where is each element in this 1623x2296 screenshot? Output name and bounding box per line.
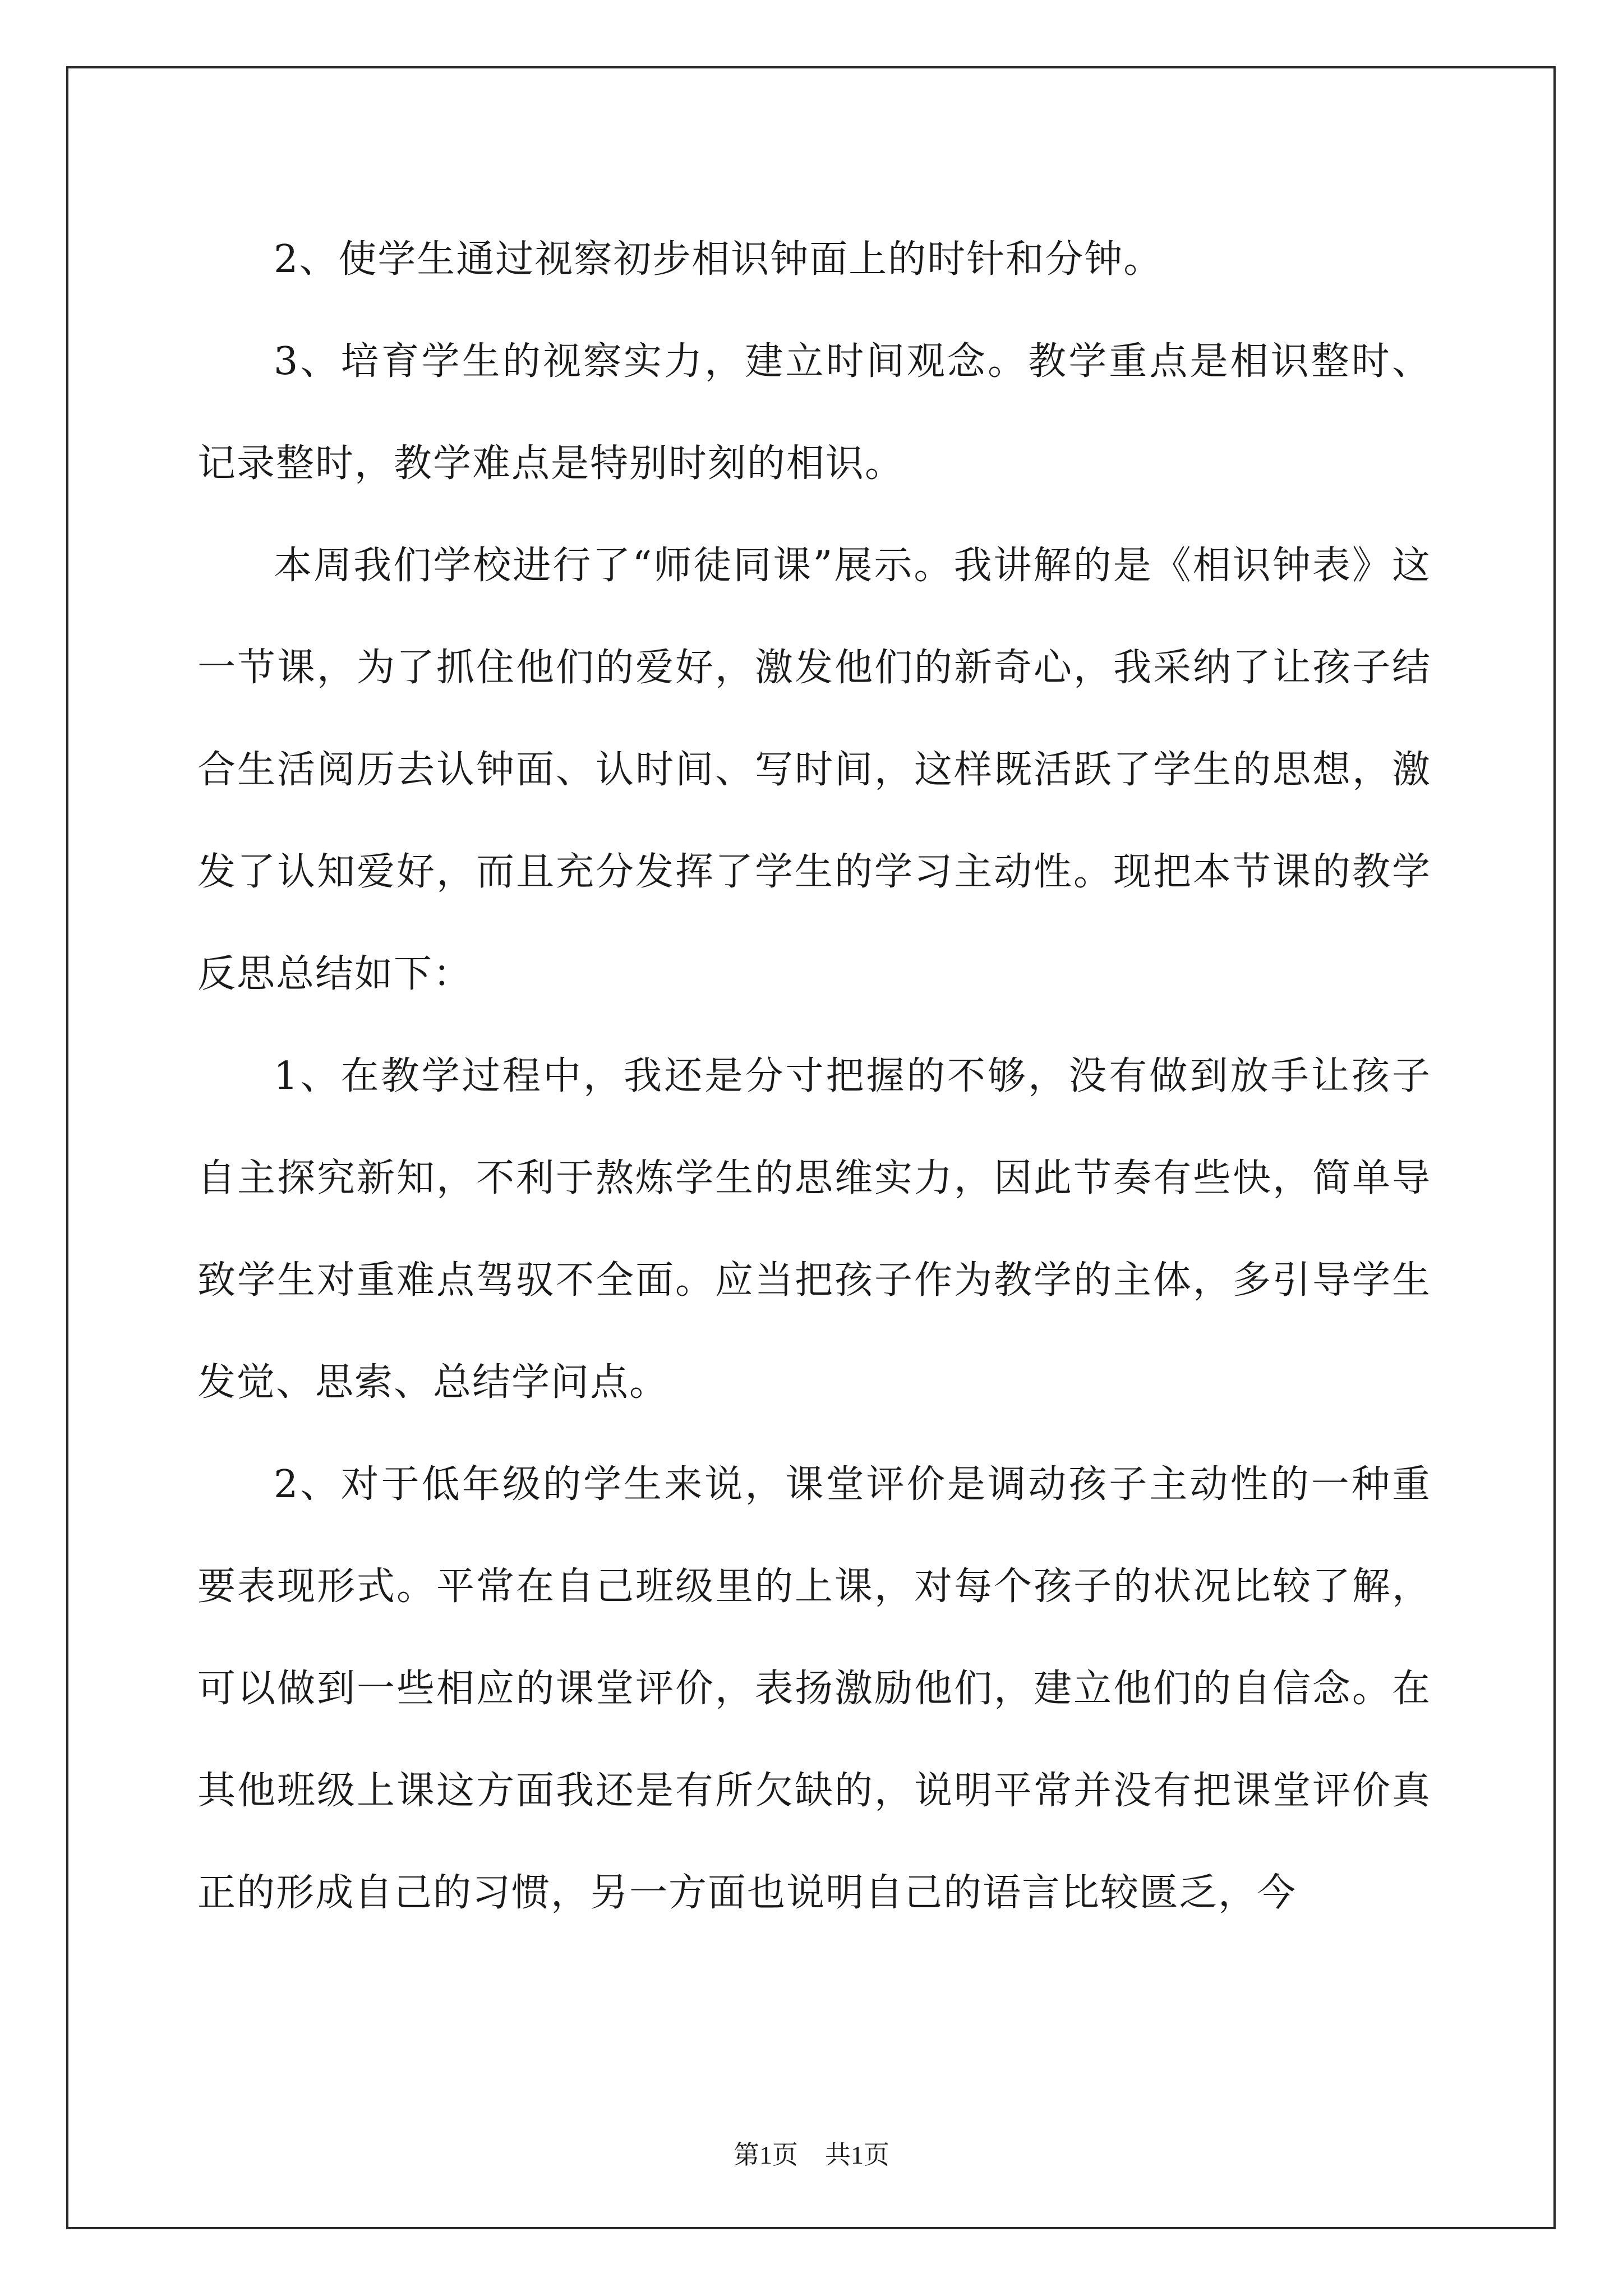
paragraph: 本周我们学校进行了“师徒同课”展示。我讲解的是《相识钟表》这一节课，为了抓住他们的爱好，激发他们的新奇心，我采纳了让孩子结合生活阅历去认钟面、认时间、写时间，这样既活跃了学生的思想，激发了认知爱好，而且充分发挥了学生的学习主动性。现把本节课的教学反思总结如下：	[197, 544, 1431, 996]
page-number: 第1页	[734, 2141, 798, 2169]
page-footer	[0, 2134, 1623, 2171]
page-total: 共1页	[825, 2141, 889, 2169]
paragraph: 1、在教学过程中，我还是分寸把握的不够，没有做到放手让孩子自主探究新知，不利于熬炼学生的思维实力，因此节奏有些快，简单导致学生对重难点驾驭不全面。应当把孩子作为教学的主体，多引导学生发觉、思索、总结学问点。	[197, 1054, 1431, 1405]
document-body	[197, 209, 1431, 1944]
paragraph: 2、对于低年级的学生来说，课堂评价是调动孩子主动性的一种重要表现形式。平常在自己班级里的上课，对每个孩子的状况比较了解，可以做到一些相应的课堂评价，表扬激励他们，建立他们的自信念。在其他班级上课这方面我还是有所欠缺的，说明平常并没有把课堂评价真正的形成自己的习惯，另一方面也说明自己的语言比较匮乏，今	[197, 1462, 1431, 1915]
paragraph: 3、培育学生的视察实力，建立时间观念。教学重点是相识整时、记录整时，教学难点是特别时刻的相识。	[197, 339, 1431, 486]
paragraph: 2、使学生通过视察初步相识钟面上的时针和分钟。	[274, 237, 1163, 282]
